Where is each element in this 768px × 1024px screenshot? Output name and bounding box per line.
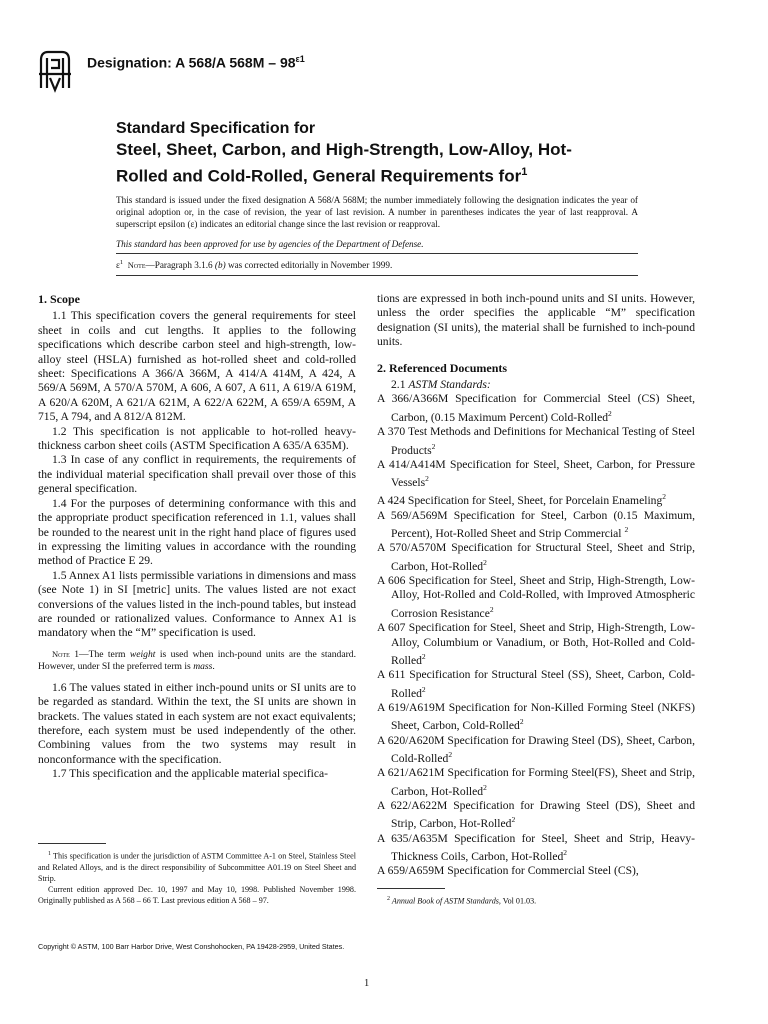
footnote-1-para-2: Current edition approved Dec. 10, 1997 and May 10, 1998. Published November 1998. Originally published as A 568 – 66 T. Last previous edition A 568 – 97.: [38, 884, 356, 905]
reference-item: [377, 766, 695, 799]
note-1-term-weight: weight: [129, 648, 156, 660]
footnote-2-mark: 2: [387, 896, 390, 902]
reference-text: A 619/A619M Specification for Non-Killed Forming Steel (NKFS) Sheet, Carbon, Cold-Rolled: [377, 700, 695, 733]
reference-item: [377, 490, 695, 508]
title-line-2: Steel, Sheet, Carbon, and High-Strength, Low-Alloy, Hot-: [116, 140, 572, 159]
dod-approval: This standard has been approved for use by agencies of the Department of Defense.: [116, 239, 424, 249]
reference-item: [377, 701, 695, 734]
issuance-statement: [116, 194, 638, 250]
paragraph-1-2: 1.2 This specification is not applicable to hot-rolled heavy-thickness carbon sheet coils (ASTM Specification A 635/A 635M).: [38, 424, 356, 453]
editorial-note-label: Note: [127, 260, 146, 271]
note-1-text-b: is used when inch-pound units are the standard. However, under SI the preferred term is: [38, 648, 356, 673]
section-2-1-text: ASTM Standards:: [408, 378, 491, 392]
footnote-2-para: [377, 894, 695, 907]
footnote-1-mark: 1: [48, 851, 51, 857]
footnote-2-title: Annual Book of ASTM Standards: [390, 896, 499, 906]
note-1-term-mass: mass: [193, 661, 213, 673]
reference-footnote-mark: 2: [421, 684, 426, 694]
reference-footnote-mark: 2: [483, 782, 487, 792]
title-line-3-text: Rolled and Cold-Rolled, General Requirements for: [116, 166, 522, 186]
reference-item: [377, 574, 695, 621]
title-footnote-mark: 1: [521, 166, 528, 178]
section-2-1-number: 2.1: [391, 378, 409, 392]
section-1-heading: 1. Scope: [38, 292, 80, 306]
reference-footnote-mark: 2: [563, 847, 568, 857]
reference-footnote-mark: 2: [489, 604, 494, 614]
reference-footnote-mark: 2: [421, 651, 426, 661]
note-1-text-a: 1—The term: [69, 648, 130, 660]
reference-item: [377, 799, 695, 832]
note-1-text-c: .: [212, 661, 215, 673]
reference-text: A 620/A620M Specification for Drawing Steel (DS), Sheet, Carbon, Cold-Rolled: [377, 733, 695, 765]
reference-footnote-mark: 2: [511, 815, 516, 825]
reference-item: [377, 458, 695, 491]
paragraph-1-7-continued: tions are expressed in both inch-pound units and SI units. However, unless the order specifies the applicable “M” specification designation (SI units), the material shall be furnished to inch-pound units.: [377, 292, 695, 349]
reference-item: [377, 864, 695, 878]
paragraph-1-5: 1.5 Annex A1 lists permissible variations in dimensions and mass (see Note 1) in SI [metric] units. The values listed are not exact conversions of the values listed in the inch-pound tables, but instead are rounded or rationalized values. Conformance to Annex A1 is mandatory when the “M” specification is used.: [38, 568, 356, 640]
designation-text: Designation: A 568/A 568M – 98: [87, 54, 296, 71]
astm-logo-icon: [37, 48, 73, 94]
reference-footnote-mark: 2: [624, 525, 629, 535]
editorial-note-text-c: was corrected editorially in November 1999.: [225, 260, 393, 271]
title-block: [116, 118, 676, 188]
reference-text: A 621/A621M Specification for Forming Steel(FS), Sheet and Strip, Carbon, Hot-Rolled: [377, 766, 695, 798]
footnote-1-text: This specification is under the jurisdiction of ASTM Committee A-1 on Steel, Stainless Steel and Related Alloys, and is the direct responsibility of Subcommittee A01.19 on Steel Sheet and Strip.: [38, 851, 356, 883]
reference-footnote-mark: 2: [448, 749, 453, 759]
paragraph-1-7: 1.7 This specification and the applicable material specifica-: [52, 767, 328, 781]
reference-footnote-mark: 2: [519, 717, 524, 727]
reference-text: A 569/A569M Specification for Steel, Carbon (0.15 Maximum, Percent), Hot-Rolled Sheet and Strip Commercial: [377, 508, 695, 540]
footnote-rule-left: [38, 843, 106, 844]
reference-text: A 370 Test Methods and Definitions for Mechanical Testing of Steel Products: [377, 425, 695, 457]
reference-text: A 570/A570M Specification for Structural Steel, Sheet and Strip, Carbon, Hot-Rolled: [377, 541, 695, 573]
paragraph-1-4: 1.4 For the purposes of determining conformance with this and the appropriate product specification referenced in 1.1, values shall be rounded to the nearest unit in the right hand place of figures used in expressing the limiting values in accordance with the rounding method of Practice E 29.: [38, 496, 356, 568]
reference-text: A 611 Specification for Structural Steel (SS), Sheet, Carbon, Cold-Rolled: [377, 668, 695, 700]
editorial-epsilon: ε: [116, 260, 120, 271]
paragraph-1-1: 1.1 This specification covers the general requirements for steel sheet in coils and cut lengths. It applies to the following specifications which describe carbon steel and high-strength, low-alloy steel (HSLA) furnished as hot-rolled sheet and cold-rolled sheet: Specifications A 366/A 366M, A 414/A 414M, A 424, A 569/A 569M, A 570/A 570M, A 606, A 607, A 611, A 619/A 619M, A 620/A 620M, A 621/A 621M, A 622/A 622M, A 659/A 659M, A 715, A 794, and A 812/A 812M.: [38, 309, 356, 424]
title-line-1: Standard Specification for: [116, 120, 316, 137]
reference-item: [377, 392, 695, 425]
reference-text: A 424 Specification for Steel, Sheet, for Porcelain Enameling: [377, 494, 663, 508]
title-line-3: [116, 161, 676, 188]
reference-list: [377, 392, 695, 878]
footnote-1-para-1: [38, 849, 356, 884]
right-column: [377, 292, 695, 879]
section-2-heading: 2. Referenced Documents: [377, 360, 508, 375]
issuance-text: This standard is issued under the fixed designation A 568/A 568M; the number immediately following the designation indicates the year of original adoption or, in the case of revision, the year of last revision. A number in parentheses indicates the year of last reapproval. A superscript epsilon (ε) indicates an editorial change since the last revision or reapproval.: [116, 195, 638, 229]
reference-item: [377, 832, 695, 865]
page-number: 1: [364, 978, 370, 989]
editorial-note-text-b: (b): [214, 260, 226, 271]
left-column: [38, 292, 356, 782]
reference-item: [377, 541, 695, 574]
reference-text: A 635/A635M Specification for Steel, Sheet and Strip, Heavy-Thickness Coils, Carbon, Hot-Rolled: [377, 831, 695, 863]
reference-text: A 606 Specification for Steel, Sheet and Strip, High-Strength, Low-Alloy, Hot-Rolled and Cold-Rolled, with Improved Atmospheric Corrosion Resistance: [377, 574, 695, 620]
reference-item: [377, 509, 695, 542]
copyright-notice: Copyright © ASTM, 100 Barr Harbor Drive, West Conshohocken, PA 19428-2959, United States.: [38, 942, 345, 951]
designation-epsilon: ε1: [295, 54, 305, 64]
section-2-1-label: [377, 378, 695, 392]
reference-text: A 366/A366M Specification for Commercial Steel (CS) Sheet, Carbon, (0.15 Maximum Percent) Cold-Rolled: [377, 392, 695, 424]
reference-footnote-mark: 2: [662, 492, 667, 502]
reference-text: A 622/A622M Specification for Drawing Steel (DS), Sheet and Strip, Carbon, Hot-Rolled: [377, 798, 695, 831]
reference-text: A 659/A659M Specification for Commercial Steel (CS),: [377, 864, 639, 878]
reference-item: [377, 734, 695, 767]
paragraph-1-3: 1.3 In case of any conflict in requirements, the requirements of the individual material specification shall prevail over those of this general specification.: [38, 453, 356, 496]
reference-footnote-mark: 2: [608, 408, 612, 418]
reference-text: A 607 Specification for Steel, Sheet and Strip, High-Strength, Low-Alloy, Columbium or Vanadium, or Both, Hot-Rolled and Cold-Rolled: [377, 621, 695, 667]
footnote-1: [38, 849, 356, 906]
editorial-note: [116, 253, 638, 276]
paragraph-1-6: 1.6 The values stated in either inch-pound units or SI units are to be regarded as standard. Within the text, the SI units are shown in brackets. The values stated in each system are not exact equivalents; therefore, each system must be used independently of the other. Combining values from the two systems may result in nonconformance with the specification.: [38, 680, 356, 766]
editorial-epsilon-sup: 1: [119, 259, 124, 266]
footnote-rule-right: [377, 888, 445, 889]
reference-footnote-mark: 2: [483, 557, 487, 567]
note-1-label: Note: [52, 648, 70, 659]
reference-footnote-mark: 2: [425, 474, 429, 484]
reference-text: A 414/A414M Specification for Steel, Sheet, Carbon, for Pressure Vessels: [377, 457, 695, 490]
note-1: [38, 648, 356, 674]
reference-item: [377, 621, 695, 668]
editorial-note-text-a: —Paragraph 3.1.6: [145, 260, 215, 271]
footnote-2: [377, 894, 695, 907]
reference-item: [377, 668, 695, 701]
designation: [87, 54, 305, 71]
footnote-2-volume: , Vol 01.03.: [498, 896, 537, 906]
reference-item: [377, 425, 695, 458]
reference-footnote-mark: 2: [431, 441, 436, 451]
